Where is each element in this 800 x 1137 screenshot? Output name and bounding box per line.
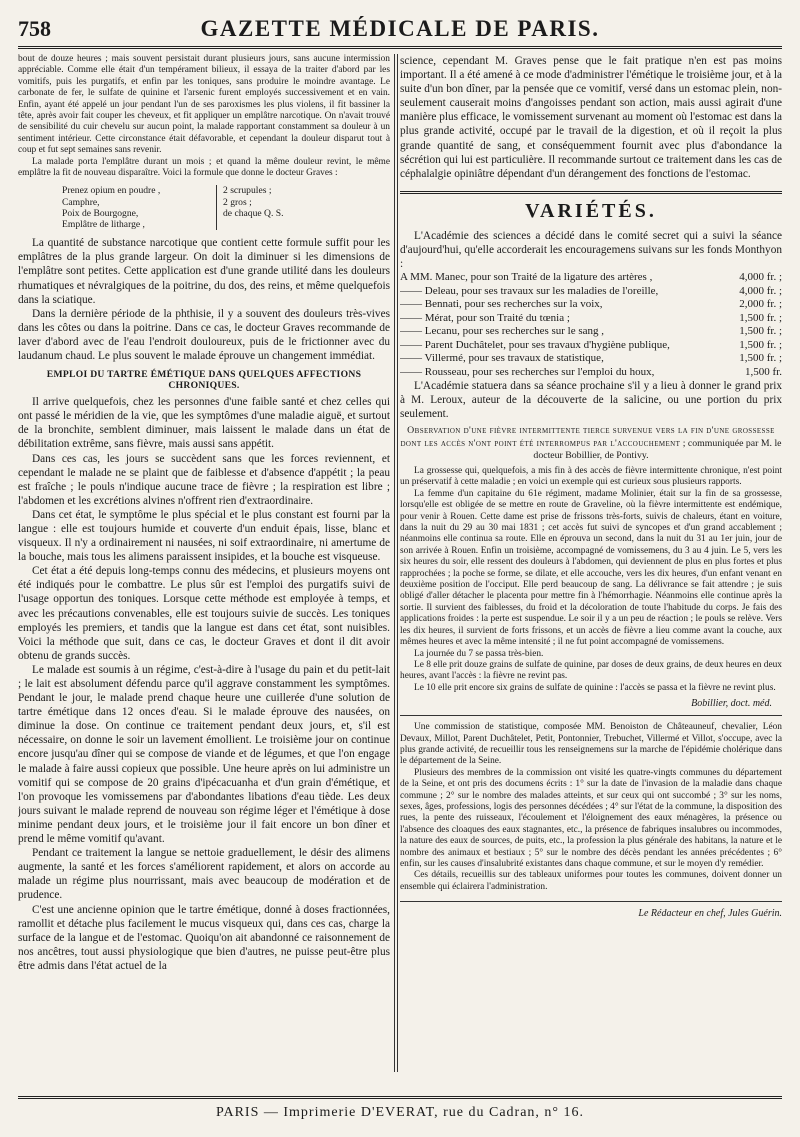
formula-dose: 2 gros ; <box>223 196 252 208</box>
right-paragraph-1: science, cependant M. Graves pense que le fait pratique n'en est pas moins important. Il a été amené à ce mode d'administrer l'émétique le troisième jour, et à la suite d'un bon dîner, par la pensée que ce vomitif, versé dans un estomac plein, non-seulement causerait moins d'angoisses pendant son action, mais aussi agirait d'une manière plus efficace, le vomissement survenant au moment où l'estomac est dans la plus grande activité, occupé par le travail de la digestion, et où il reçoit la plus grande quantité de sang, et conséquemment fournit avec plus d'abondance la sécrétion qui lui est particulière. Il recommande surtout ce traitement dans les cas de céphalalgie opiniâtre dépendant d'un dérangement des fonctions de l'estomac. <box>400 55 782 180</box>
left-paragraph-7: Dans cet état, le symptôme le plus spécial et le plus constant est fourni par la langue : elle est toujours humide et couverte d'un enduit épais, lisse, blanc et visqueux. Il n'y a ordinairement ni nausées, ni soif extraordinaire, ni amertume de la bouche, mais tous les alimens paraissent insipides, et la bouche est visqueuse. <box>18 508 390 564</box>
prize-text: —— Bennati, pour ses recherches sur la voix, <box>400 298 603 311</box>
right-paragraph-7: Le 8 elle prit douze grains de sulfate de quinine, par doses de deux grains, de deux heures en deux heures, avant l'accès : la fièvre ne revint pas. <box>400 659 782 682</box>
prize-text: —— Villermé, pour ses travaux de statistique, <box>400 352 604 365</box>
prize-amount: 1,500 fr. ; <box>739 311 782 324</box>
formula-ingredient: Poix de Bourgogne, <box>62 207 139 219</box>
right-paragraph-11: Ces détails, recueillis sur des tableaux uniformes pour toutes les communes, doivent donner un ensemble qui éclairera l'administration. <box>400 870 782 892</box>
imprint-footer: PARIS — Imprimerie D'EVERAT, rue du Cadran, n° 16. <box>18 1096 782 1127</box>
page-number: 758 <box>18 16 51 41</box>
prize-text: —— Deleau, pour ses travaux sur les maladies de l'oreille, <box>400 284 659 297</box>
prize-amount: 1,500 fr. <box>745 365 782 378</box>
formula-ingredient: Camphre, <box>62 196 100 208</box>
newspaper-page <box>18 10 782 1127</box>
prize-amount: 4,000 fr. ; <box>739 271 782 284</box>
right-column <box>400 54 782 1072</box>
varietes-heading: VARIÉTÉS. <box>400 191 782 223</box>
prize-list <box>400 271 782 379</box>
left-paragraph-3: La quantité de substance narcotique que contient cette formule suffit pour les emplâtres de la plus grande largeur. On doit la diminuer si les dimensions de l'emplâtre sont petites. Cette application est d'une grande utilité dans les douleurs rhumatiques et névralgiques de la poitrine, du dos, des reins, et même quelquefois dans la sciatique. <box>18 237 390 306</box>
left-paragraph-6: Dans ces cas, les jours se succèdent sans que les forces reviennent, et cependant le malade ne se plaint que de faiblesse et d'absence d'appétit ; la peau est fraîche ; le pouls n'indique aucune trace de fièvre ; la respiration est libre ; l'abdomen et les excrétions alvines n'offrent rien d'extraordinaire. <box>18 452 390 507</box>
prize-row <box>400 298 782 312</box>
formula-brace <box>202 185 217 230</box>
prize-text: —— Parent Duchâtelet, pour ses travaux d'hygiène publique, <box>400 338 670 351</box>
right-paragraph-5: La femme d'un capitaine du 61e régiment, madame Molinier, était sur la fin de sa grossesse, lorsqu'elle est obligée de se mettre en route de Graveline, où la fièvre intermittente est endémique, pour venir à Rouen. Cette dame est prise de frissons très-forts, suivis de chaleurs, étant en voiture, dans la nuit du 29 au 30 mai 1831 ; cet accès fut suivi de syncopes et d'un grand accablement ; néanmoins elle continua sa route. Elle en éprouva un second, dans la nuit du 31 au 1er juin, jour de son arrivée à Rouen. Enfin un troisième, accompagné de vomissemens, du 3 au 4 juin. Le 5, vers les six heures du soir, elle ressent des douleurs à l'abdomen, qui deviennent de plus en plus fortes et plus rapprochées ; la poche se forme, se dilate, et elle accouche, vers les dix heures, d'un enfant venant en deuxième position de l'occiput. Elle perd beaucoup de sang. La délivrance se fait attendre ; je suis obligé d'aller détacher le placenta pour mettre fin à l'hémorrhagie. Néanmoins elle continue après la sortie. Il survient des faiblesses, du froid et la décoloration de toute l'habitude du corps. Je fais des applications froides : la perte est suspendue. Le soir il y a un peu de réaction ; le pouls se relève. Vers les dix heures, il survient de forts frissons, et un accès de fièvre a lieu comme avant la couche, aux mêmes heures et avec la même intensité ; il ne fut point accompagné de vomissemens. <box>400 488 782 648</box>
columns <box>18 54 782 1072</box>
prize-text: —— Rousseau, pour ses recherches sur l'emploi du houx, <box>400 365 655 378</box>
formula-block <box>62 185 390 230</box>
prize-row <box>400 339 782 353</box>
prize-amount: 2,000 fr. ; <box>739 298 782 311</box>
formula-ingredient: Prenez opium en poudre , <box>62 185 161 197</box>
prize-row <box>400 271 782 285</box>
left-paragraph-2: La malade porta l'emplâtre durant un mois ; et quand la même douleur revint, le même emplâtre la fit de nouveau disparaître. Voici la formule que donne le docteur Graves : <box>18 156 390 179</box>
formula-ingredient: Emplâtre de litharge , <box>62 219 145 231</box>
prize-text: —— Mérat, pour son Traité du tœnia ; <box>400 311 570 324</box>
right-paragraph-8: Le 10 elle prit encore six grains de sulfate de quinine : l'accès se passa et la fièvre ne revint plus. <box>414 682 776 693</box>
prize-row <box>400 312 782 326</box>
prize-amount: 1,500 fr. ; <box>739 325 782 338</box>
left-paragraph-8: Cet état a été depuis long-temps connu des médecins, et plusieurs moyens ont été indiqués pour le combattre. Le plus sûr est l'emploi des purgatifs suivi de l'usage opportun des toniques. Lorsque cette méthode est employée à temps, et avec les précautions convenables, elle est toujours suivie de succès. Les toniques employés les premiers, et tandis que la langue est dans cet état, sont nuisibles. Voici la méthode que suit, dans ce cas, le docteur Graves et dont il dit avoir obtenu de grands succès. <box>18 565 390 662</box>
prize-row <box>400 325 782 339</box>
prize-amount: 1,500 fr. ; <box>739 352 782 365</box>
observation-title <box>400 425 782 462</box>
right-paragraph-2: L'Académie des sciences a décidé dans le comité secret qui a suivi la séance d'aujourd'hui, qu'elle accorderait les encouragemens suivans sur les fonds Monthyon : <box>400 229 782 271</box>
right-paragraph-10: Plusieurs des membres de la commission ont visité les quatre-vingts communes du département de la Seine, et ont pris des documens écrits : 1° sur la date de l'invasion de la maladie dans chaque commune ; 2° sur le nombre des malades atteints, et sur ceux qui ont succombé ; 3° sur les noms, sexes, âges, professions, logis des personnes décédées ; 4° sur l'état de la commune, la disposition des rues, la pente des ruisseaux, l'écoulement et l'éloignement des eaux ménagères, la présence ou l'absence des cloaques des eaux stagnantes, etc., la présence de fabriques insalubres ou incommodes, la nature des eaux de sources, de puits, etc., la profession la plus générale des habitans, la nature et le nombre des animaux et bestiaux ; 5° sur le nombre des décès pendant les années précédentes ; 6° enfin, sur les causes d'insalubrité existantes dans chaque commune, et sur le moyen d'y remédier. <box>400 767 782 870</box>
left-paragraph-1: bout de douze heures ; mais souvent persistait durant plusieurs jours, sans aucune intermission appréciable. Comme elle était d'un tempérament bilieux, il essaya de la traiter d'abord par les vomitifs, puis les purgatifs, et enfin par les toniques, sans produire le moindre avantage. Le carbonate de fer, le sulfate de quinine et l'arsenic furent employés successivement et en vain. Enfin, ayant été appelé un jour pendant l'un de ses paroxismes les plus violens, il fit bassiner la tête, après avoir fait couper les cheveux, et fit appliquer un emplâtre narcotique. On n'avait trouvé de sensibilité du cuir chevelu sur aucun point, la malade rapportant constamment sa douleur à un sentiment intérieur. Cette circonstance était défavorable, et cependant la douleur disparut tout à coup et fut sept semaines sans revenir. <box>18 54 390 156</box>
left-paragraph-5: Il arrive quelquefois, chez les personnes d'une faible santé et chez celles qui ont passé le méridien de la vie, que les symptômes d'une maladie aiguë, et surtout de la bronchite, semblent diminuer, mais laissent le malade dans un état de débilitation extrême, sans fièvre, mais aussi sans appétit. <box>18 396 390 451</box>
left-paragraph-10: Pendant ce traitement la langue se nettoie graduellement, le désir des alimens augmente, la santé et les forces s'améliorent rapidement, et alors on accorde au malade un régime plus nourrissant, mais avec beaucoup de modération et de prudence. <box>18 847 390 902</box>
prize-text: A MM. Manec, pour son Traité de la ligature des artères , <box>400 271 653 284</box>
right-paragraph-3: L'Académie statuera dans sa séance prochaine s'il y a lieu à donner le grand prix à M. Leroux, auteur de la découverte de la salicine, ou une portion du prix seulement. <box>400 380 782 421</box>
prize-row <box>400 285 782 299</box>
section-title-emetique: EMPLOI DU TARTRE ÉMÉTIQUE DANS QUELQUES AFFECTIONS CHRONIQUES. <box>46 369 362 392</box>
left-paragraph-9: Le malade est soumis à un régime, c'est-à-dire à l'usage du pain et du petit-lait ; le lait est absolument défendu parce qu'il aggrave constamment les symptômes. Pendant le jour, le malade prend chaque heure une cuillerée d'une solution de tartre émétique dans 12 onces d'eau. Si le malade éprouve des nausées, on diminue la dose. On continue ce traitement pendant deux jours, et, s'il est nécessaire, on donne le soir un lavement émollient. Le troisième jour on continue encore jusqu'au dîner qui se compose de viande et de légumes, et que l'on engage le malade à faire aussi copieux que possible. Une heure après on lui administre un vomitif qui se compose de 20 grains d'ipécacuanha et d'un grain d'émétique, et l'on provoque les vomissemens par d'abondantes libations d'eau tiède. Les deux jours suivant le malade reprend de nouveau son régime léger et l'émétique à dose minime pendant deux jours, et le troisième jour il fait encore un bon dîner et prend le même vomitif qu'avant. <box>18 663 390 846</box>
masthead-title: GAZETTE MÉDICALE DE PARIS. <box>200 16 600 41</box>
formula-doses <box>223 185 283 230</box>
page-header <box>18 10 782 49</box>
formula-dose: de chaque Q. S. <box>223 207 284 219</box>
redacteur-signature: Le Rédacteur en chef, Jules Guérin. <box>400 901 782 919</box>
right-paragraph-6: La journée du 7 se passa très-bien. <box>414 648 544 659</box>
observation-title-caps: Observation d'une fièvre intermittente tierce survenue vers la fin d'une grossesse dont les accès n'ont point été interrompus par l'accouchement <box>400 425 775 449</box>
prize-row <box>400 352 782 366</box>
formula-dose: 2 scrupules ; <box>223 185 272 197</box>
left-paragraph-4: Dans la dernière période de la phthisie, il y a souvent des douleurs très-vives dans les côtes ou dans la poitrine. Dans ce cas, le docteur Graves recommande de laver d'abord avec de l'eau l'endroit douloureux, puis de le frictionner avec du laudanum chaud. Le plus souvent le malade éprouve un changement immédiat. <box>18 307 390 363</box>
right-paragraph-9: Une commission de statistique, composée MM. Benoiston de Châteauneuf, chevalier, Léon Devaux, Millot, Parent Duchâtelet, Petit, Pontonnier, Trebuchet, Villermé et Villot, s'occupe, avec la plus grande activité, de recueillir tous les renseignemens sur la marche de l'épidémie cholérique dans le département de la Seine. <box>400 722 782 767</box>
prize-row <box>400 366 782 380</box>
separator-line <box>400 715 782 716</box>
formula-ingredients <box>62 185 202 230</box>
left-column <box>18 54 390 1072</box>
signature-bobillier: Bobillier, doct. méd. <box>691 698 772 710</box>
column-rule <box>394 54 398 1072</box>
prize-text: —— Lecanu, pour ses recherches sur le sang , <box>400 325 605 338</box>
prize-amount: 1,500 fr. ; <box>739 338 782 351</box>
right-paragraph-4: La grossesse qui, quelquefois, a mis fin à des accès de fièvre intermittente chronique, n'est point un préservatif à cette maladie ; en voici un exemple qui est curieux sous plusieurs rapports. <box>400 466 782 488</box>
prize-amount: 4,000 fr. ; <box>739 284 782 297</box>
observation-title-rest: ; communiquée par M. le docteur Bobillier, de Pontivy. <box>533 437 782 461</box>
left-paragraph-11: C'est une ancienne opinion que le tartre émétique, donné à doses fractionnées, ramollit et détache plus facilement le mucus visqueux qui, dans ces cas, charge la surface de la langue et de l'estomac. Quoiqu'on ait abandonné ce raisonnement de nos ancêtres, tout aussi physiologique que bien d'autres, ne puisse peut-être plus être admis dans l'état actuel de la <box>18 903 390 972</box>
